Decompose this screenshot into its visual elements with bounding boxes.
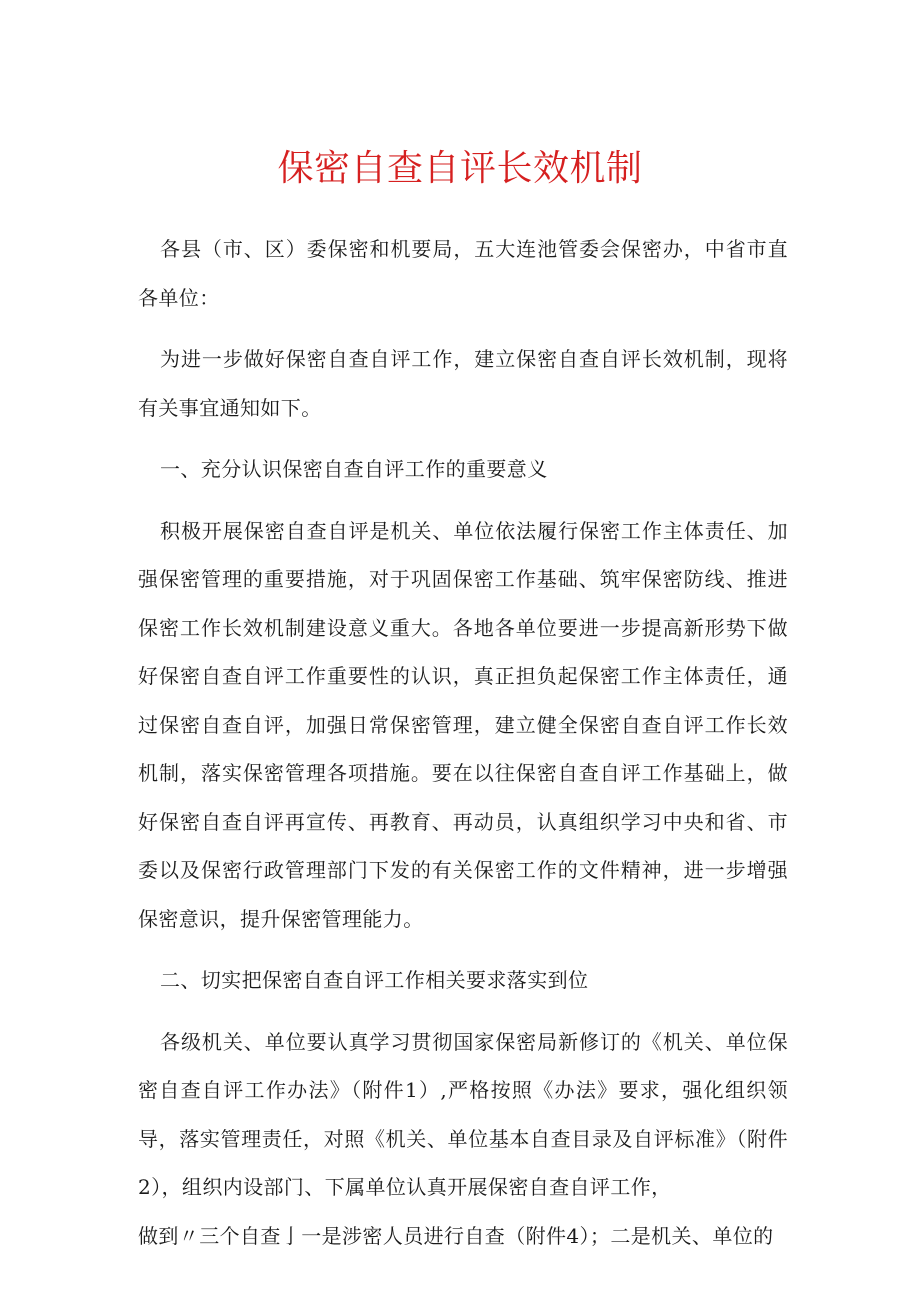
addressee-paragraph: 各县（市、区）委保密和机要局，五大连池管委会保密办，中省市直各单位： [138, 237, 788, 310]
document-title: 保密自查自评长效机制 [277, 148, 643, 189]
section-2-continuation: 做到〃三个自查亅一是涉密人员进行自查（附件4）；二是机关、单位的 [138, 1223, 774, 1248]
section-heading-2: 二、切实把保密自查自评工作相关要求落实到位 [160, 968, 589, 992]
section-2-paragraph: 各级机关、单位要认真学习贯彻国家保密局新修订的《机关、单位保密自查自评工作办法》（附件1）,严格按照《办法》要求，强化组织领导，落实管理责任，对照《机关、单位基本自查目录及自评标准》（附件2），组织内设部门、下属单位认真开展保密自查自评工作， [138, 1029, 788, 1199]
section-1-paragraph: 积极开展保密自查自评是机关、单位依法履行保密工作主体责任、加强保密管理的重要措施，对于巩固保密工作基础、筑牢保密防线、推进保密工作长效机制建设意义重大。各地各单位要进一步提高新形势下做好保密自查自评工作重要性的认识，真正担负起保密工作主体责任，通过保密自查自评，加强日常保密管理，建立健全保密自查自评工作长效机制，落实保密管理各项措施。要在以往保密自查自评工作基础上，做好保密自查自评再宣传、再教育、再动员，认真组织学习中央和省、市委以及保密行政管理部门下发的有关保密工作的文件精神，进一步增强保密意识，提升保密管理能力。 [138, 518, 788, 931]
section-heading-1: 一、充分认识保密自查自评工作的重要意义 [160, 457, 548, 481]
document-body [138, 225, 788, 1273]
intro-paragraph: 为进一步做好保密自查自评工作，建立保密自查自评长效机制，现将有关事宜通知如下。 [138, 347, 788, 420]
